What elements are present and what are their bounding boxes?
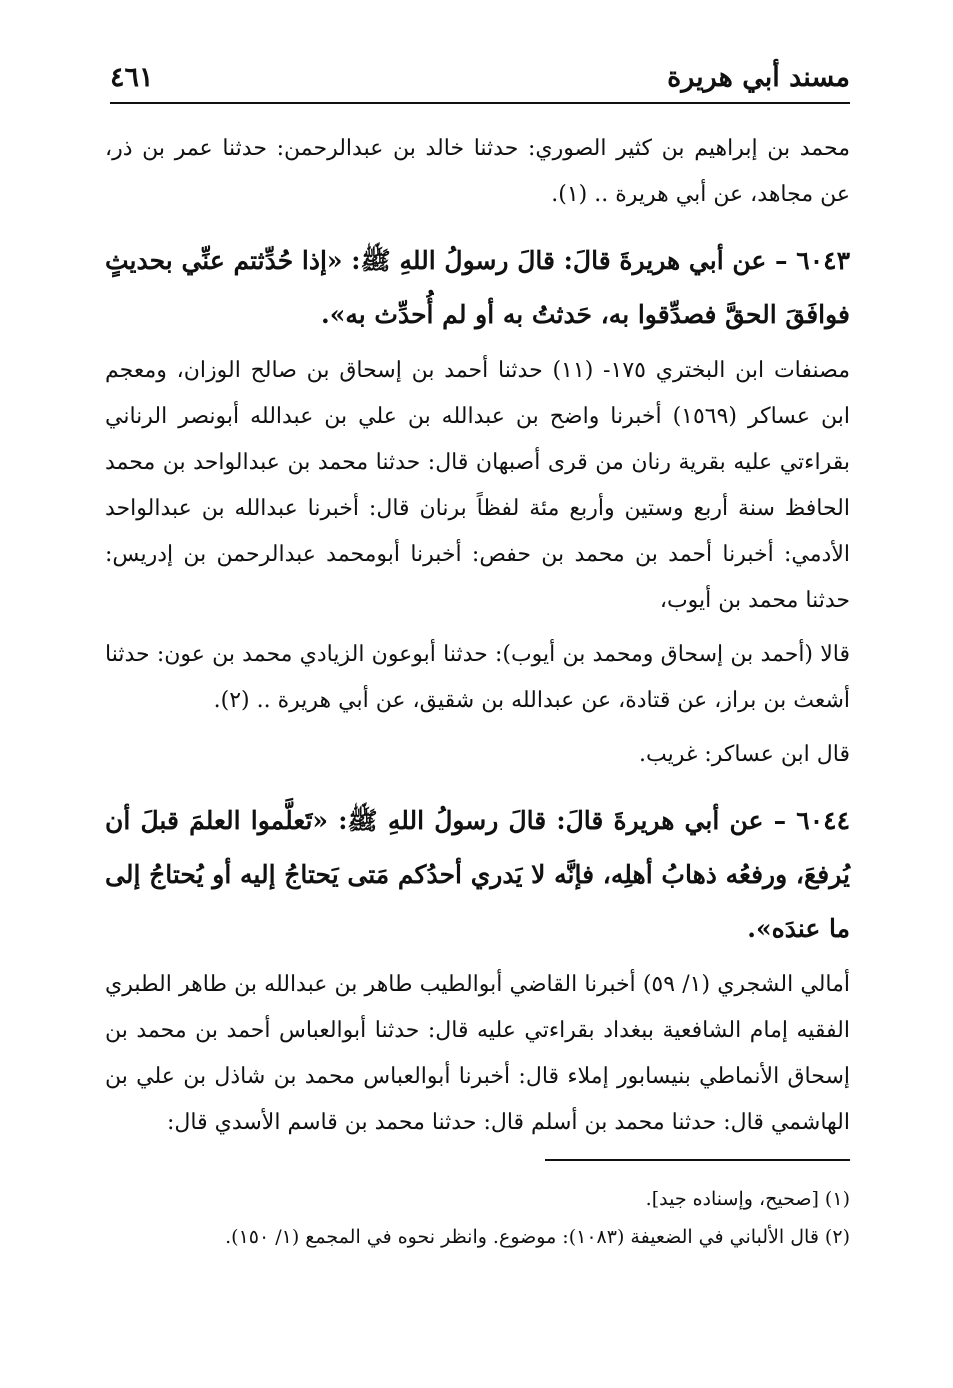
hadith-6044: ٦٠٤٤ – عن أبي هريرةَ قالَ: قالَ رسولُ اللهِ ﷺ: «تَعلَّموا العلمَ قبلَ أن يُرفعَ، ورفعُه ذهابُ أهلِه، فإنَّه لا يَدري أحدُكم مَتى يَحتاجُ إليه أو يُحتاجُ إلى ما عندَه». bbox=[105, 806, 850, 943]
paragraph-takhrij-6044: أمالي الشجري (١/ ٥٩) أخبرنا القاضي أبوالطيب طاهر بن عبدالله بن طاهر الطبري الفقيه إمام الشافعية ببغداد بقراءتي عليه قال: حدثنا أبوالعباس أحمد بن محمد بن إسحاق الأنماطي بنيسابور إملاء قال: أخبرنا أبوالعباس محمد بن شاذل بن علي بن الهاشمي قال: حدثنا محمد بن أسلم قال: حدثنا محمد بن قاسم الأسدي قال: bbox=[105, 972, 851, 1135]
running-title: مسند أبي هريرة bbox=[667, 62, 850, 93]
footnote-1: (١) [صحيح، وإسناده جيد]. bbox=[645, 1188, 850, 1210]
page-header bbox=[110, 62, 850, 96]
page-number: ٤٦١ bbox=[110, 62, 154, 93]
footnotes bbox=[105, 1180, 850, 1256]
header-rule bbox=[110, 102, 850, 104]
paragraph-qala: قالا (أحمد بن إسحاق ومحمد بن أيوب): حدثنا أبوعون الزيادي محمد بن عون: حدثنا أشعث بن براز، عن قتادة، عن عبدالله بن شقيق، عن أبي هريرة .. (٢). bbox=[105, 642, 850, 713]
footnote-rule bbox=[545, 1159, 850, 1161]
footnote-2: (٢) قال الألباني في الضعيفة (١٠٨٣): موضوع. وانظر نحوه في المجمع (١/ ١٥٠). bbox=[225, 1226, 850, 1248]
paragraph-takhrij-6043: مصنفات ابن البختري ١٧٥- (١١) حدثنا أحمد بن إسحاق بن صالح الوزان، ومعجم ابن عساكر (١٥٦٩) أخبرنا واضح بن عبدالله بن علي بن عبدالله أبونصر الرناني بقراءتي عليه بقرية رنان من قرى أصبهان قال: حدثنا محمد بن عبدالواحد بن محمد الحافظ سنة أربع وستين وأربع مئة لفظاً برنان قال: أخبرنا عبدالله بن عبدالواحد الأدمي: أخبرنا أحمد بن محمد بن حفص: أخبرنا أبومحمد عبدالرحمن بن إدريس: حدثنا محمد بن أيوب، bbox=[105, 358, 850, 613]
hadith-6043: ٦٠٤٣ – عن أبي هريرةَ قالَ: قالَ رسولُ اللهِ ﷺ: «إذا حُدِّثتم عنِّي بحديثٍ فوافَقَ الحقَّ فصدِّقوا به، حَدثتُ به أو لم أُحدِّث به». bbox=[105, 246, 851, 329]
paragraph-isnad-end: محمد بن إبراهيم بن كثير الصوري: حدثنا خالد بن عبدالرحمن: حدثنا عمر بن ذر، عن مجاهد، عن أبي هريرة .. (١). bbox=[105, 136, 850, 207]
paragraph-ibn-asakir: قال ابن عساكر: غريب. bbox=[638, 742, 850, 767]
main-text bbox=[105, 126, 850, 1146]
